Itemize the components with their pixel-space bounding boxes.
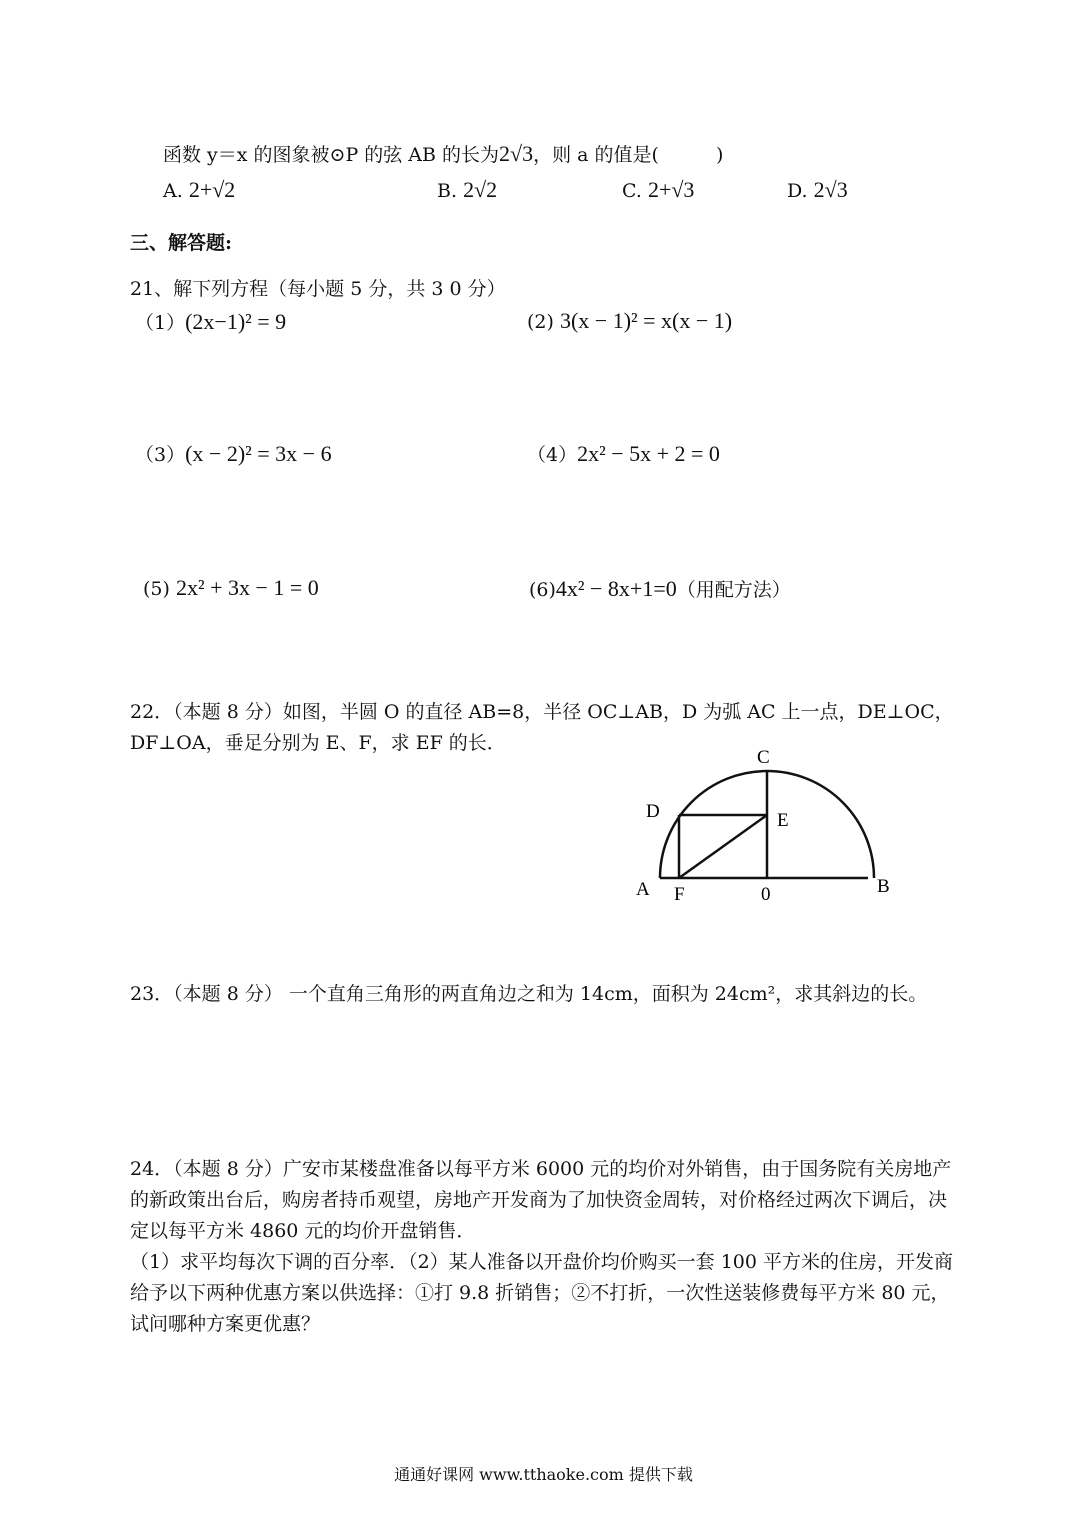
item-number: (6) [529,579,556,601]
q23-text: 23．（本题 8 分） 一个直角三角形的两直角边之和为 14cm，面积为 24cm²，求其斜边的长。 [130,983,928,1005]
item-number: （1） [135,312,186,334]
label-a: A [636,879,650,900]
item-number: (2) [527,311,554,333]
option-value: 2+√3 [647,177,695,202]
q21-item-4 [527,440,720,467]
q20-stem-value: 2√3 [499,141,534,166]
option-letter: A. [163,180,183,202]
segment-ef [679,815,767,878]
equation: (2x−1)² = 9 [185,309,287,334]
option-letter: C. [622,180,642,202]
q20-stem-end: ，则 a 的值是( ) [533,144,724,166]
label-c: C [757,747,770,768]
q20-option-b [437,177,497,203]
option-value: 2√2 [463,177,498,202]
q24-text: 24．（本题 8 分）广安市某楼盘准备以每平方米 6000 元的均价对外销售，由于国务院有关房地产的新政策出台后，购房者持币观望，房地产开发商为了加快资金周转，对价格经过两次下调后，决定以每平方米 4860 元的均价开盘销售． [130,1158,952,1242]
q21-item-3 [135,440,332,467]
q20-option-c [622,177,694,203]
equation: 2x² − 5x + 2 = 0 [577,441,720,466]
equation: 3(x − 1)² = x(x − 1) [559,308,733,333]
q21-heading: 21、解下列方程（每小题 5 分，共 3 0 分） [130,278,506,300]
q20-option-d [787,177,848,203]
option-letter: B. [437,180,458,202]
section-title: 三、解答题: [130,232,233,254]
semicircle-figure [620,740,920,910]
q22-text: 22．（本题 8 分）如图，半圆 O 的直径 AB=8，半径 OC⊥AB，D 为弧 AC 上一点，DE⊥OC，DF⊥OA，垂足分别为 E、F，求 EF 的长． [130,701,954,754]
option-value: 2+√2 [188,177,236,202]
q21-item-1 [135,308,286,335]
footer-credit: 通通好课网 www.tthaoke.com 提供下载 [394,1465,693,1484]
method-note: （用配方法） [676,579,791,601]
q21-item-6 [529,575,791,602]
item-number: （3） [135,444,186,466]
q20-stem-start: 函数 y＝x 的图象被⊙P 的弦 AB 的长为 [163,144,500,166]
option-letter: D. [787,180,808,202]
label-e: E [777,810,789,831]
label-d: D [646,801,660,822]
option-value: 2√3 [813,177,848,202]
q21-item-5 [143,575,319,601]
q24-subquestions: （1）求平均每次下调的百分率．（2）某人准备以开盘价均价购买一套 100 平方米的住房，开发商给予以下两种优惠方案以供选择：①打 9.8 折销售；②不打折，一次性送装修费每平方米 80 元，试问哪种方案更优惠？ [130,1251,954,1335]
equation: 4x² − 8x+1=0 [555,576,677,601]
q20-option-a [163,177,235,203]
item-number: （4） [527,444,578,466]
q20-stem [163,140,723,167]
label-b: B [877,876,890,897]
q21-item-2 [527,308,732,334]
label-f: F [674,884,685,905]
equation: 2x² + 3x − 1 = 0 [175,575,319,600]
equation: (x − 2)² = 3x − 6 [185,441,332,466]
item-number: (5) [143,578,170,600]
label-o: 0 [761,884,771,905]
